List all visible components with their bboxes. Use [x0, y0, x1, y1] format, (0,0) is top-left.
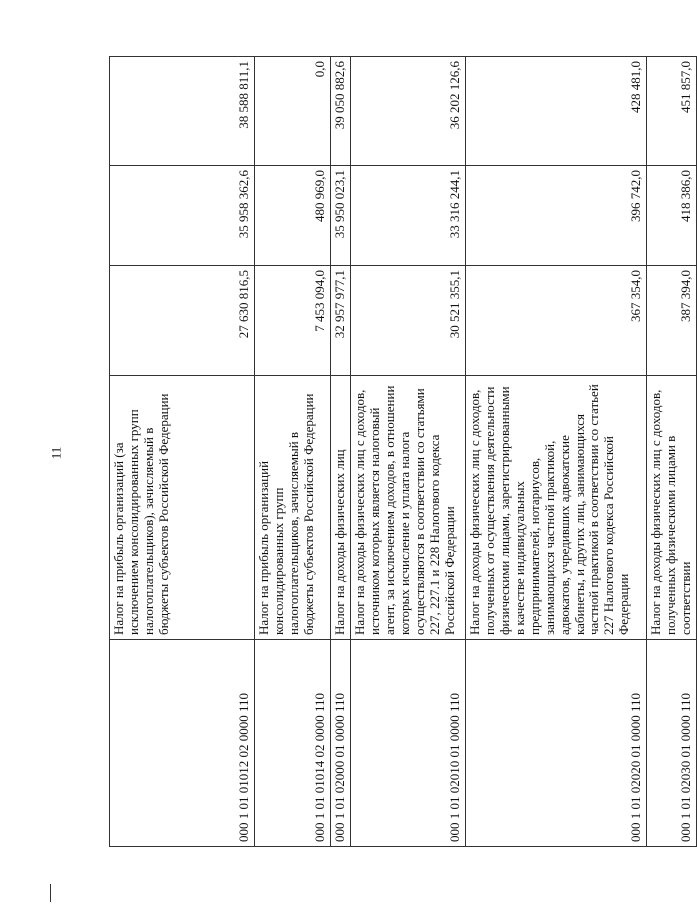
- row-value-2: 33 316 244,1: [350, 166, 465, 266]
- row-value-1: 27 630 816,5: [110, 266, 255, 376]
- row-name: Налог на доходы физических лиц с доходов, источником которых является налоговый агент, за исключением доходов, в отношении которых исчисление и уплата налога осуществляются в соответствии со статьями 227, 227.1 и 228 Налогового кодекса Российской Федерации: [350, 376, 465, 640]
- row-name: Налог на прибыль организаций консолидированных групп налогоплательщиков, зачисляемый в бюджеты субъектов Российской Федерации: [255, 376, 331, 640]
- row-value-2: 35 958 362,6: [110, 166, 255, 266]
- row-code: 000 1 01 02010 01 0000 110: [350, 640, 465, 847]
- row-value-3: 39 050 882,6: [331, 57, 351, 166]
- row-value-1: 7 453 094,0: [255, 266, 331, 376]
- page-number: [41, 436, 71, 470]
- row-value-2: 418 386,0: [646, 166, 696, 266]
- table-row: [255, 57, 331, 847]
- row-value-3: 428 481,0: [465, 57, 646, 166]
- row-value-1: 30 521 355,1: [350, 266, 465, 376]
- table-row: [110, 57, 255, 847]
- row-value-1: 367 354,0: [465, 266, 646, 376]
- row-code: 000 1 01 02020 01 0000 110: [465, 640, 646, 847]
- row-value-2: 396 742,0: [465, 166, 646, 266]
- row-value-1: 387 394,0: [646, 266, 696, 376]
- footnote-separator: [50, 884, 51, 902]
- table-row: [350, 57, 465, 847]
- table-row: [646, 57, 696, 847]
- budget-table: [109, 56, 697, 847]
- row-code: 000 1 01 02000 01 0000 110: [331, 640, 351, 847]
- row-value-2: 480 969,0: [255, 166, 331, 266]
- row-name: Налог на прибыль организаций (за исключением консолидированных групп налогоплательщиков), зачисляемый в бюджеты субъектов Российской Федерации: [110, 376, 255, 640]
- row-value-3: 38 588 811,1: [110, 57, 255, 166]
- row-code: 000 1 01 01012 02 0000 110: [110, 640, 255, 847]
- table-row: [331, 57, 351, 847]
- row-name: Налог на доходы физических лиц: [331, 376, 351, 640]
- row-code: 000 1 01 02030 01 0000 110: [646, 640, 696, 847]
- budget-table-rotated: [109, 57, 693, 847]
- row-name: Налог на доходы физических лиц с доходов, полученных от осуществления деятельности физическими лицами, зарегистрированными в качестве индивидуальных предпринимателей, нотариусов, занимающихся частной практикой, адвокатов, учредивших адвокатские кабинеты, и других лиц, занимающихся частной практикой в соответствии со статьей 227 Налогового кодекса Российской Федерации: [465, 376, 646, 640]
- row-value-3: 451 857,0: [646, 57, 696, 166]
- row-value-3: 36 202 126,6: [350, 57, 465, 166]
- table-row: [465, 57, 646, 847]
- row-code: 000 1 01 01014 02 0000 110: [255, 640, 331, 847]
- row-value-2: 35 950 023,1: [331, 166, 351, 266]
- row-value-1: 32 957 977,1: [331, 266, 351, 376]
- page-number-text: 11: [48, 446, 63, 460]
- row-value-3: 0,0: [255, 57, 331, 166]
- row-name: Налог на доходы физических лиц с доходов, полученных физическими лицами в соответствии: [646, 376, 696, 640]
